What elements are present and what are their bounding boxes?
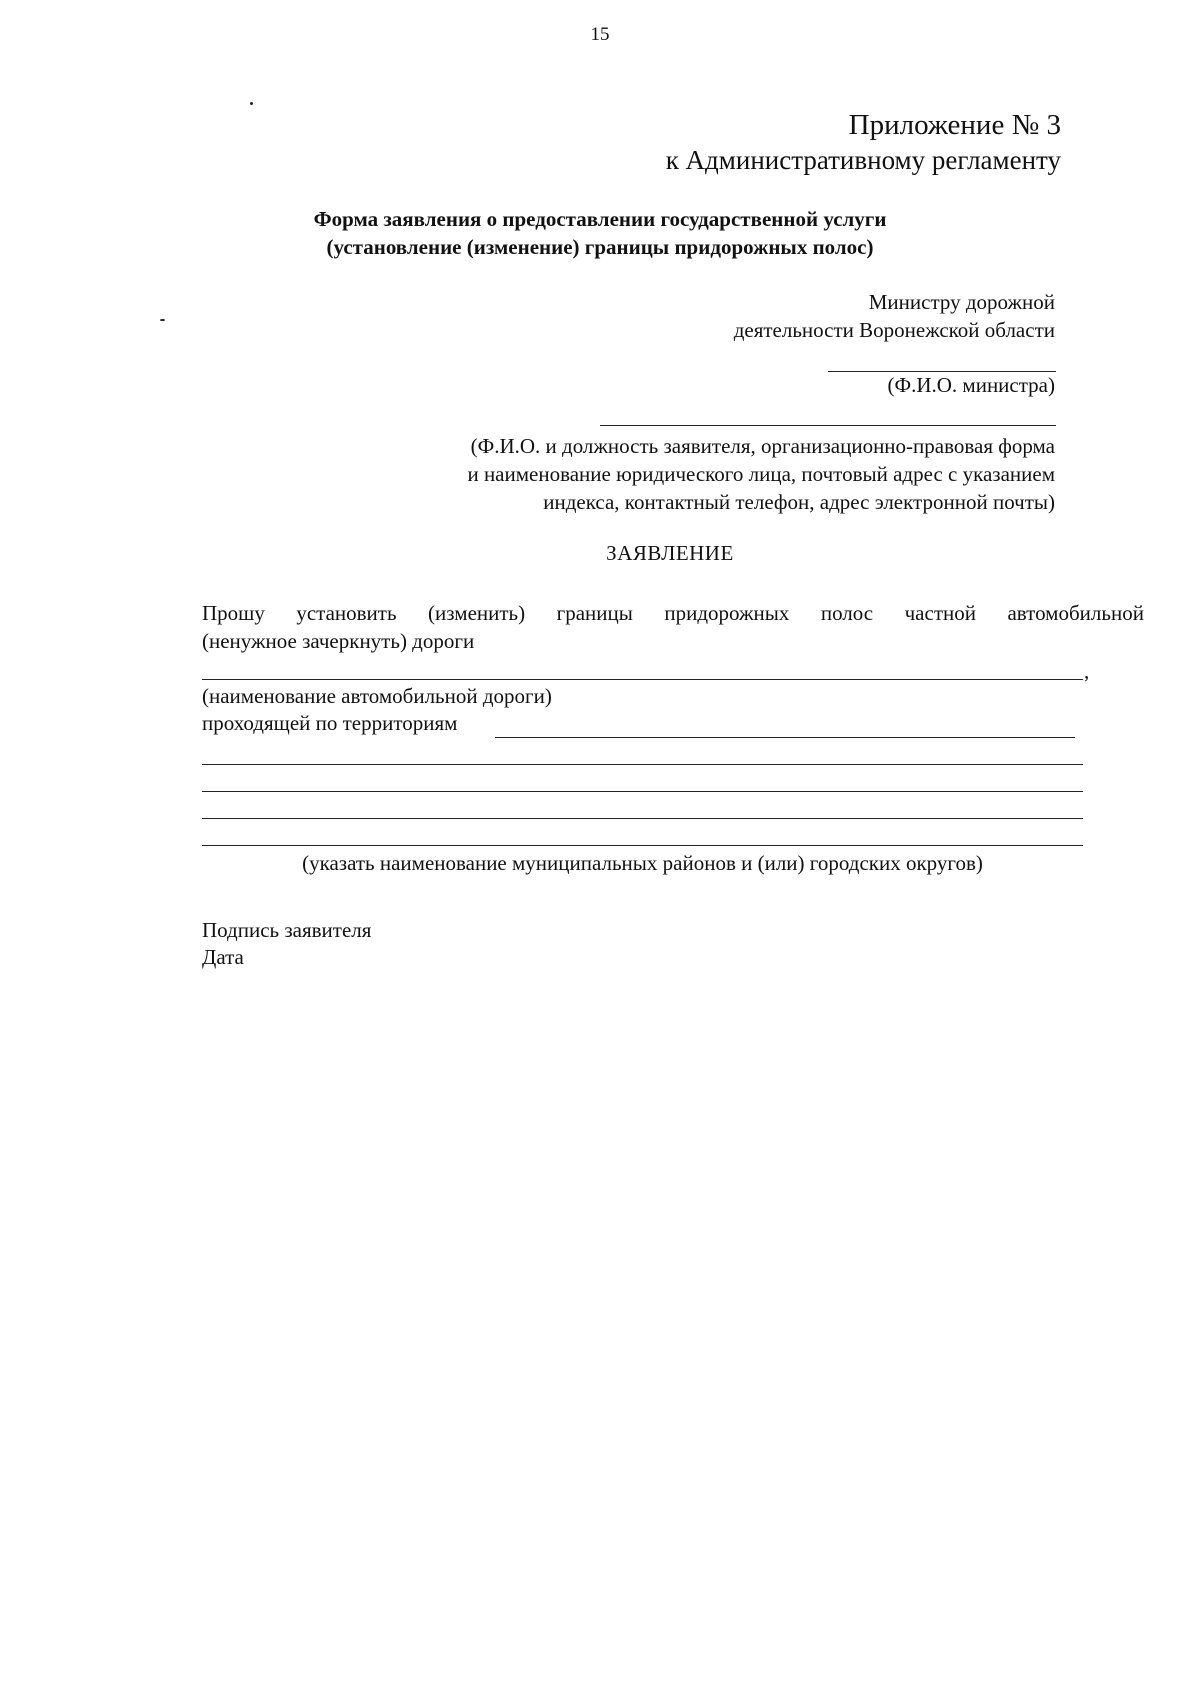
appendix-title: Приложение № 3	[848, 109, 1061, 141]
road-name-comma: ,	[1084, 659, 1090, 683]
territories-field-line-2[interactable]	[202, 764, 1083, 765]
request-word: частной	[904, 601, 976, 625]
request-word: автомобильной	[1007, 601, 1144, 625]
form-title-line-2: (установление (изменение) границы придорожных полос)	[326, 235, 874, 259]
applicant-caption-line-3: индекса, контактный телефон, адрес электронной почты)	[543, 490, 1055, 514]
territories-field-line-4[interactable]	[202, 818, 1083, 819]
request-word: установить	[296, 601, 397, 625]
request-word: Прошу	[202, 601, 265, 625]
request-line-2: (ненужное зачеркнуть) дороги	[202, 629, 475, 653]
scan-speck	[160, 319, 165, 321]
appendix-subtitle: к Административному регламенту	[665, 145, 1061, 175]
territories-field-line-1[interactable]	[495, 737, 1075, 738]
request-word: придорожных	[664, 601, 790, 625]
applicant-caption-line-2: и наименование юридического лица, почтовый адрес с указанием	[467, 462, 1055, 486]
date-label: Дата	[202, 945, 244, 969]
road-name-field[interactable]	[202, 679, 1083, 680]
territories-field-line-3[interactable]	[202, 791, 1083, 792]
addressee-line-2: деятельности Воронежской области	[733, 318, 1055, 342]
request-word: границы	[556, 601, 633, 625]
addressee-line-1: Министру дорожной	[868, 290, 1055, 314]
page-number: 15	[590, 24, 610, 45]
road-name-caption: (наименование автомобильной дороги)	[202, 684, 552, 708]
applicant-caption-line-1: (Ф.И.О. и должность заявителя, организационно-правовая форма	[470, 434, 1055, 458]
territories-caption: (указать наименование муниципальных районов и (или) городских округов)	[302, 851, 983, 875]
minister-caption: (Ф.И.О. министра)	[887, 373, 1055, 397]
minister-name-field[interactable]	[828, 371, 1056, 372]
scan-speck	[250, 102, 253, 105]
territories-label: проходящей по территориям	[202, 711, 458, 735]
request-word: (изменить)	[428, 601, 526, 625]
form-title-line-1: Форма заявления о предоставлении государственной услуги	[313, 207, 887, 231]
territories-field-line-5[interactable]	[202, 845, 1083, 846]
signature-label: Подпись заявителя	[202, 918, 372, 942]
statement-heading: ЗАЯВЛЕНИЕ	[606, 541, 734, 565]
request-word: полос	[820, 601, 874, 625]
applicant-details-field[interactable]	[600, 425, 1056, 426]
request-line-1	[202, 600, 1144, 627]
